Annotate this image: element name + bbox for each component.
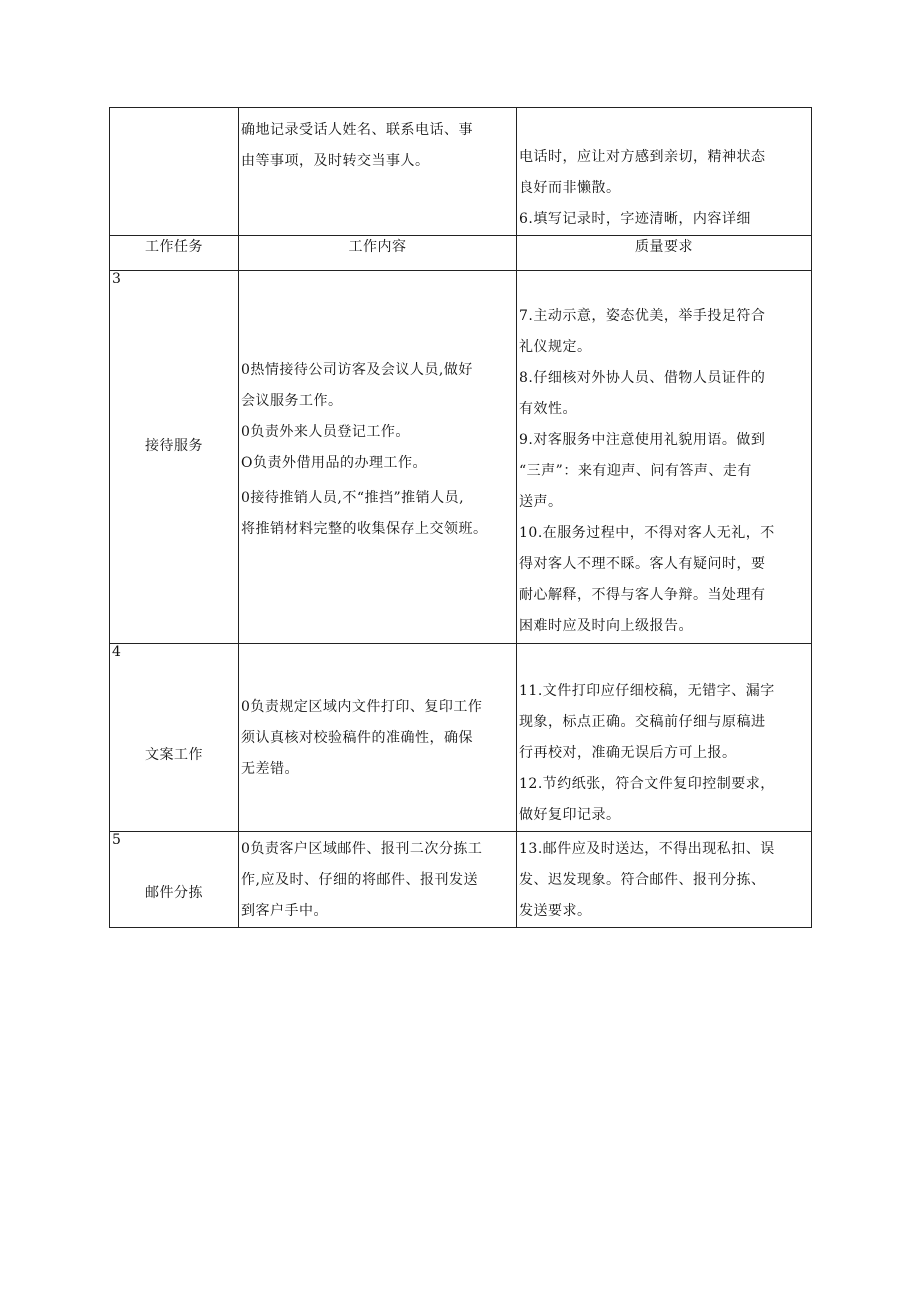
task-name: 文案工作 [145,747,203,763]
header-quality: 质量要求 [517,236,812,271]
quality-line: 发、迟发现象。符合邮件、报刊分拣、 [519,872,766,888]
quality-line: 耐心解释，不得与客人争辩。当处理有 [519,587,766,603]
work-table [109,107,812,928]
task-name: 邮件分拣 [145,885,203,901]
cell-task [110,271,239,644]
task-name: 接待服务 [145,438,203,454]
cell-task-empty [110,108,239,236]
cell-quality [517,271,812,644]
quality-line: 现象，标点正确。交稿前仔细与原稿进 [519,714,766,730]
content-line: 会议服务工作。 [241,393,343,409]
content-line: 0负责客户区域邮件、报刊二次分拣工 [241,841,483,857]
cell-content [239,644,517,832]
content-line: 到客户手中。 [241,903,328,919]
quality-line: 困难时应及时向上级报告。 [519,618,693,634]
content-line: 确地记录受话人姓名、联系电话、事 [241,122,473,138]
quality-line: 6.填写记录时，字迹清晰，内容详细 [519,211,751,227]
quality-line: 8.仔细核对外协人员、借物人员证件的 [519,370,766,386]
quality-line: 送声。 [519,494,563,510]
header-content: 工作内容 [239,236,517,271]
content-line: 须认真核对校验稿件的准确性，确保 [241,730,473,746]
quality-line: 9.对客服务中注意使用礼貌用语。做到 [519,432,766,448]
table-row [110,832,812,928]
quality-line: 有效性。 [519,401,577,417]
cell-content [239,271,517,644]
quality-line: 7.主动示意，姿态优美，举手投足符合 [519,308,766,324]
cell-task [110,644,239,832]
cell-task [110,832,239,928]
cell-quality [517,644,812,832]
content-line: O负责外借用品的办理工作。 [241,455,427,471]
table-row [110,271,812,644]
quality-line: 10.在服务过程中，不得对客人无礼，不 [519,525,775,541]
content-line: 0负责规定区域内文件打印、复印工作 [241,699,483,715]
content-line: 0接待推销人员,不“推挡”推销人员, [241,490,465,506]
content-line: 由等事项，及时转交当事人。 [241,153,430,169]
quality-line: 礼仪规定。 [519,339,592,355]
content-line: 将推销材料完整的收集保存上交领班。 [241,521,488,537]
row-number: 4 [112,644,122,660]
table-row [110,644,812,832]
row-number: 5 [112,832,122,848]
quality-line: 行再校对，准确无误后方可上报。 [519,745,737,761]
quality-line: 13.邮件应及时送达，不得出现私扣、误 [519,841,775,857]
row-number: 3 [112,271,122,287]
cell-quality [517,832,812,928]
header-row [110,236,812,271]
quality-line: “三声”：来有迎声、问有答声、走有 [519,463,752,479]
content-line: 无差错。 [241,761,299,777]
cell-quality-top [517,108,812,236]
cell-content-top [239,108,517,236]
quality-line: 发送要求。 [519,903,592,919]
content-line: 0热情接待公司访客及会议人员,做好 [241,362,473,378]
quality-line: 电话时，应让对方感到亲切，精神状态 [519,149,766,165]
quality-line: 11.文件打印应仔细校稿，无错字、漏字 [519,683,775,699]
content-line: 0负责外来人员登记工作。 [241,424,410,440]
quality-line: 做好复印记录。 [519,807,621,823]
content-line: 作,应及时、仔细的将邮件、报刊发送 [241,872,478,888]
header-task: 工作任务 [110,236,239,271]
quality-line: 良好而非懒散。 [519,180,621,196]
quality-line: 得对客人不理不睬。客人有疑问时，要 [519,556,766,572]
cell-content [239,832,517,928]
table-row-top [110,108,812,236]
quality-line: 12.节约纸张，符合文件复印控制要求， [519,776,775,792]
